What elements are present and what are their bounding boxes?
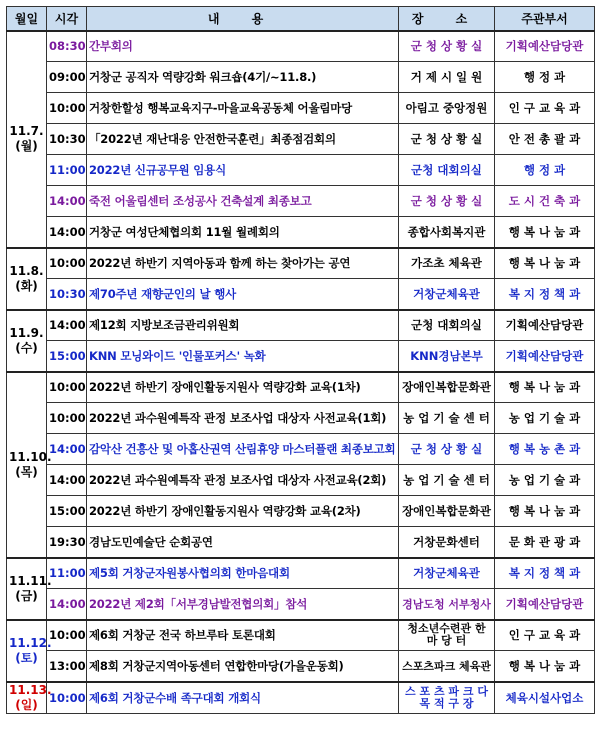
dept-cell: 행 정 과 (495, 155, 595, 186)
dept-cell: 기획예산담당관 (495, 31, 595, 62)
dept-cell: 행 복 농 촌 과 (495, 434, 595, 465)
place-cell: KNN경남본부 (399, 341, 495, 372)
content-cell: 거창군 여성단체협의회 11월 월례회의 (87, 217, 399, 248)
date-cell (7, 310, 47, 372)
dept-cell: 복 지 정 책 과 (495, 279, 595, 310)
header-content: 내 용 (87, 7, 399, 31)
date-cell (7, 31, 47, 248)
time-cell: 09:00 (47, 62, 87, 93)
header-dept: 주관부서 (495, 7, 595, 31)
table-row (7, 279, 595, 310)
time-cell: 15:00 (47, 341, 87, 372)
table-row (7, 310, 595, 341)
content-cell: 거창한할성 행복교육지구-마을교육공동체 어울림마당 (87, 93, 399, 124)
dept-cell: 행 복 나 눔 과 (495, 372, 595, 403)
time-cell: 15:00 (47, 496, 87, 527)
table-row (7, 434, 595, 465)
dept-cell: 행 정 과 (495, 62, 595, 93)
place-cell: 가조초 체육관 (399, 248, 495, 279)
table-row (7, 527, 595, 558)
place-cell: 농 업 기 술 센 터 (399, 465, 495, 496)
content-cell: 2022년 신규공무원 임용식 (87, 155, 399, 186)
content-cell: 죽전 어울림센터 조성공사 건축설계 최종보고 (87, 186, 399, 217)
content-cell: 거창군 공직자 역량강화 워크숍(4기/~11.8.) (87, 62, 399, 93)
time-cell: 08:30 (47, 31, 87, 62)
place-cell: 군 청 상 황 실 (399, 124, 495, 155)
content-cell: 제70주년 재향군인의 날 행사 (87, 279, 399, 310)
dept-cell: 기획예산담당관 (495, 341, 595, 372)
date-text: 11.8. (9, 263, 44, 278)
content-cell: 제12회 지방보조금관리위원회 (87, 310, 399, 341)
dept-cell: 농 업 기 술 과 (495, 465, 595, 496)
time-cell: 10:00 (47, 372, 87, 403)
header-row (7, 7, 595, 31)
table-row (7, 589, 595, 620)
dept-cell: 행 복 나 눔 과 (495, 248, 595, 279)
place-cell: 군청 대회의실 (399, 310, 495, 341)
schedule-body (7, 31, 595, 714)
time-cell: 10:30 (47, 279, 87, 310)
content-cell: 2022년 과수원예특작 관정 보조사업 대상자 사전교육(2회) (87, 465, 399, 496)
table-row (7, 155, 595, 186)
dept-cell: 농 업 기 술 과 (495, 403, 595, 434)
table-row (7, 651, 595, 682)
content-cell: 제8회 거창군지역아동센터 연합한마당(가을운동회) (87, 651, 399, 682)
time-cell: 13:00 (47, 651, 87, 682)
date-text: 11.10. (9, 449, 52, 464)
date-cell (7, 682, 52, 714)
dept-cell: 기획예산담당관 (495, 310, 595, 341)
table-row (7, 682, 595, 714)
time-cell: 14:00 (47, 217, 87, 248)
weekday-text: (수) (15, 340, 38, 355)
dept-cell: 도 시 건 축 과 (495, 186, 595, 217)
weekday-text: (화) (15, 278, 38, 293)
time-cell: 11:00 (47, 155, 87, 186)
place-cell: 거 제 시 일 원 (399, 62, 495, 93)
time-cell: 10:30 (47, 124, 87, 155)
dept-cell: 체육시설사업소 (495, 682, 595, 714)
place-cell: 거창문화센터 (399, 527, 495, 558)
header-date: 월일 (7, 7, 47, 31)
content-cell: 제6회 거창군 전국 하브루타 토론대회 (87, 620, 399, 651)
table-row (7, 248, 595, 279)
dept-cell: 문 화 관 광 과 (495, 527, 595, 558)
content-cell: 2022년 제2회「서부경남발전협의회」참석 (87, 589, 399, 620)
content-cell: 2022년 과수원예특작 관정 보조사업 대상자 사전교육(1회) (87, 403, 399, 434)
weekday-text: (월) (15, 139, 38, 153)
place-cell: 스 포 츠 파 크 다 목 적 구 장 (399, 682, 495, 714)
content-cell: 2022년 하반기 지역아동과 함께 하는 찾아가는 공연 (87, 248, 399, 279)
schedule-table (6, 6, 595, 714)
time-cell: 10:00 (47, 403, 87, 434)
content-cell: 감악산 건흥산 및 아홉산권역 산림휴양 마스터플랜 최종보고회 (87, 434, 399, 465)
table-row (7, 93, 595, 124)
place-cell: 군 청 상 황 실 (399, 186, 495, 217)
table-row (7, 186, 595, 217)
place-cell: 거창군체육관 (399, 279, 495, 310)
place-cell: 군 청 상 황 실 (399, 31, 495, 62)
dept-cell: 인 구 교 육 과 (495, 93, 595, 124)
header-place: 장 소 (399, 7, 495, 31)
dept-cell: 인 구 교 육 과 (495, 620, 595, 651)
table-row (7, 217, 595, 248)
time-cell: 14:00 (47, 589, 87, 620)
time-cell: 14:00 (47, 434, 87, 465)
place-cell: 장애인복합문화관 (399, 496, 495, 527)
place-cell: 종합사회복지관 (399, 217, 495, 248)
weekday-text: (목) (15, 464, 38, 479)
table-row (7, 496, 595, 527)
dept-cell: 행 복 나 눔 과 (495, 496, 595, 527)
content-cell: 「2022년 재난대응 안전한국훈련」최종점검회의 (87, 124, 399, 155)
date-cell (7, 620, 52, 682)
table-row (7, 465, 595, 496)
table-row (7, 620, 595, 651)
content-cell: 제6회 거창군수배 족구대회 개회식 (87, 682, 399, 714)
place-cell: 농 업 기 술 센 터 (399, 403, 495, 434)
dept-cell: 행 복 나 눔 과 (495, 651, 595, 682)
dept-cell: 안 전 총 괄 과 (495, 124, 595, 155)
time-cell: 19:30 (47, 527, 87, 558)
time-cell: 14:00 (47, 465, 87, 496)
table-row (7, 31, 595, 62)
content-cell: 간부회의 (87, 31, 399, 62)
date-text: 11.9. (9, 325, 44, 340)
place-cell: 거창군체육관 (399, 558, 495, 589)
content-cell: 경남도민예술단 순회공연 (87, 527, 399, 558)
time-cell: 10:00 (47, 93, 87, 124)
dept-cell: 복 지 정 책 과 (495, 558, 595, 589)
place-cell: 군 청 상 황 실 (399, 434, 495, 465)
place-cell: 장애인복합문화관 (399, 372, 495, 403)
date-text: 11.12. (9, 635, 52, 650)
place-cell: 청소년수련관 한 마 당 터 (399, 620, 495, 651)
date-cell (7, 248, 47, 310)
place-cell: 아림고 중앙정원 (399, 93, 495, 124)
dept-cell: 행 복 나 눔 과 (495, 217, 595, 248)
date-cell (7, 372, 52, 558)
table-row (7, 62, 595, 93)
weekday-text: (토) (15, 650, 38, 665)
weekday-text: (금) (15, 588, 38, 603)
weekday-text: (일) (15, 697, 38, 712)
place-cell: 경남도청 서부청사 (399, 589, 495, 620)
time-cell: 10:00 (47, 620, 87, 651)
time-cell: 11:00 (47, 558, 87, 589)
header-time: 시각 (47, 7, 87, 31)
content-cell: 2022년 하반기 장애인활동지원사 역량강화 교육(1차) (87, 372, 399, 403)
time-cell: 14:00 (47, 310, 87, 341)
table-row (7, 341, 595, 372)
place-cell: 군청 대회의실 (399, 155, 495, 186)
content-cell: 제5회 거창군자원봉사협의회 한마음대회 (87, 558, 399, 589)
dept-cell: 기획예산담당관 (495, 589, 595, 620)
table-row (7, 124, 595, 155)
content-cell: 2022년 하반기 장애인활동지원사 역량강화 교육(2차) (87, 496, 399, 527)
time-cell: 10:00 (47, 682, 87, 714)
date-text: 11.7. (9, 124, 44, 138)
content-cell: KNN 모닝와이드 '인물포커스' 녹화 (87, 341, 399, 372)
place-cell: 스포츠파크 체육관 (399, 651, 495, 682)
table-row (7, 372, 595, 403)
time-cell: 14:00 (47, 186, 87, 217)
date-text: 11.13. (9, 682, 52, 697)
date-cell (7, 558, 52, 620)
table-row (7, 558, 595, 589)
date-text: 11.11. (9, 573, 52, 588)
time-cell: 10:00 (47, 248, 87, 279)
table-row (7, 403, 595, 434)
